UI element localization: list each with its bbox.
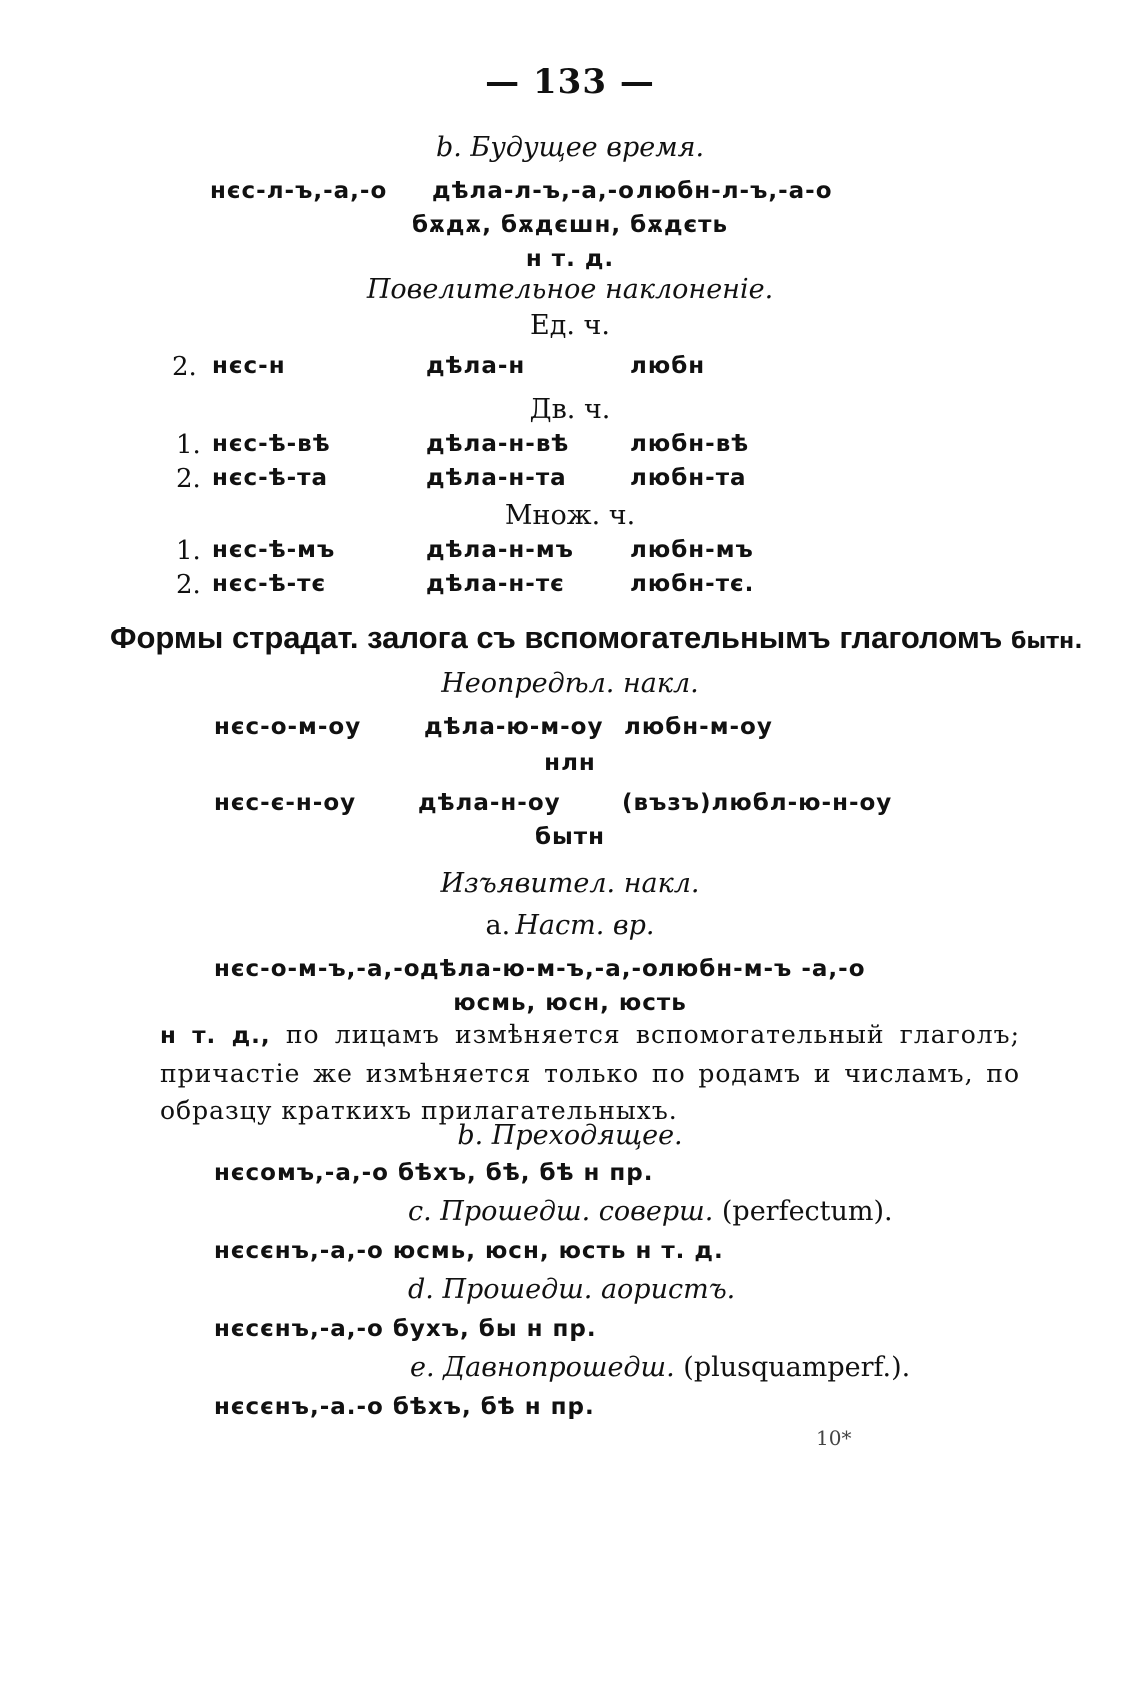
dual-row-dela: дѣла-н-вѣ [426, 431, 570, 457]
infinitive-row1-nes: нєс-о-м-оу [214, 714, 362, 740]
present-row-nes: нєс-о-м-ъ,-а,-о [214, 956, 421, 982]
imperative-heading: Повелительное наклоненіе. [366, 274, 774, 305]
dual-row-nes: нєс-ѣ-та [212, 465, 329, 491]
aorist-heading-text: d. Прошедш. аористъ. [408, 1274, 736, 1305]
page-number: — 133 — [485, 62, 655, 102]
dual-row-dela: дѣла-н-та [426, 465, 567, 491]
dual-row-lyubi: любн-та [630, 465, 747, 491]
infinitive-row1-dela: дѣла-ю-м-оу [424, 714, 604, 740]
dual-row-lyubi: любн-вѣ [630, 431, 750, 457]
passive-heading-word: бытн. [1011, 629, 1083, 654]
infinitive-or: нлн [544, 750, 596, 776]
pluperfect-heading-italic: e. Давнопрошедш. [410, 1352, 675, 1383]
perfect-heading-italic: c. Прошедш. соверш. [408, 1196, 714, 1227]
present-heading-text: Наст. вр. [515, 910, 655, 941]
perfect-heading-latin: (perfectum). [713, 1196, 893, 1227]
plural-row-lyubi: любн-мъ [630, 537, 754, 563]
imperfect-heading: b. Преходящее. [457, 1120, 683, 1151]
paragraph-lead: н т. д., [160, 1023, 271, 1049]
passive-section-heading [110, 620, 1083, 656]
singular-label: Ед. ч. [530, 310, 610, 341]
future-aux-verb: бѫдѫ, бѫдєшн, бѫдєть [411, 212, 729, 238]
perfect-heading [408, 1196, 893, 1227]
infinitive-byti: бытн [534, 824, 606, 850]
infinitive-row1-lyubi: любн-м-оу [624, 714, 773, 740]
plural-row-nes: нєс-ѣ-тє [212, 571, 327, 597]
future-row-dela: дѣла-л-ъ,-а,-о [432, 178, 635, 204]
aorist-row: нєсєнъ,-а,-о бyхъ, бы н пр. [214, 1316, 597, 1342]
pluperfect-heading [410, 1352, 910, 1383]
aorist-heading [408, 1274, 735, 1305]
sg-row-number: 2. [172, 352, 197, 382]
sg-row-nes: нєс-н [212, 353, 286, 379]
plural-row-number: 2. [176, 570, 201, 600]
present-heading-letter: a. [485, 910, 511, 941]
infinitive-row2-lyubi: (възъ)любл-ю-н-оу [622, 790, 893, 816]
imperfect-row: нєсомъ,-а,-о бѣхъ, бѣ, бѣ н пр. [214, 1160, 654, 1186]
plural-row-nes: нєс-ѣ-мъ [212, 537, 336, 563]
dual-label: Дв. ч. [529, 394, 611, 425]
future-tense-heading: b. Будущее время. [435, 132, 705, 163]
infinitive-heading: Неопредѣл. накл. [441, 668, 699, 699]
dual-row-number: 2. [176, 464, 201, 494]
present-aux-verb: юсмь, юсн, юсть [453, 990, 687, 1016]
pluperfect-row: нєсєнъ,-а.-о бѣхъ, бѣ н пр. [214, 1394, 595, 1420]
sg-row-lyubi: любн [630, 353, 706, 379]
signature-mark: 10* [816, 1426, 852, 1450]
pluperfect-heading-latin: (plusquamperf.). [674, 1352, 911, 1383]
plural-row-dela: дѣла-н-мъ [426, 537, 574, 563]
sg-row-dela: дѣла-н [426, 353, 526, 379]
perfect-row: нєсєнъ,-а,-о юсмь, юсн, юсть н т. д. [214, 1238, 724, 1264]
present-row-lyubi: любн-м-ъ -а,-о [658, 956, 866, 982]
infinitive-row2-dela: дѣла-н-оу [418, 790, 561, 816]
future-row-lyubi: любн-л-ъ,-а-о [636, 178, 833, 204]
dual-row-nes: нєс-ѣ-вѣ [212, 431, 331, 457]
present-row-dela: дѣла-ю-м-ъ,-а,-о [420, 956, 659, 982]
plural-row-lyubi: любн-тє. [630, 571, 755, 597]
future-row-nes: нєс-л-ъ,-а,-о [210, 178, 388, 204]
dual-row-number: 1. [176, 430, 201, 460]
indicative-heading: Изъявител. накл. [440, 868, 700, 899]
present-heading [0, 910, 1140, 941]
passive-heading-main: Формы страдат. залога съ вспомогательнымъ глаголомъ [110, 620, 1003, 655]
infinitive-row2-nes: нєс-є-н-оу [214, 790, 357, 816]
plural-label: Множ. ч. [504, 500, 636, 531]
explanation-paragraph [160, 1016, 1020, 1129]
paragraph-text: по лицамъ измѣняется вспомогательный глаголъ; причастіе же измѣняется только по родамъ и числамъ, по образцу краткихъ прилагательныхъ. [160, 1020, 1020, 1125]
plural-row-dela: дѣла-н-тє [426, 571, 565, 597]
future-etc: н т. д. [525, 246, 615, 272]
plural-row-number: 1. [176, 536, 201, 566]
